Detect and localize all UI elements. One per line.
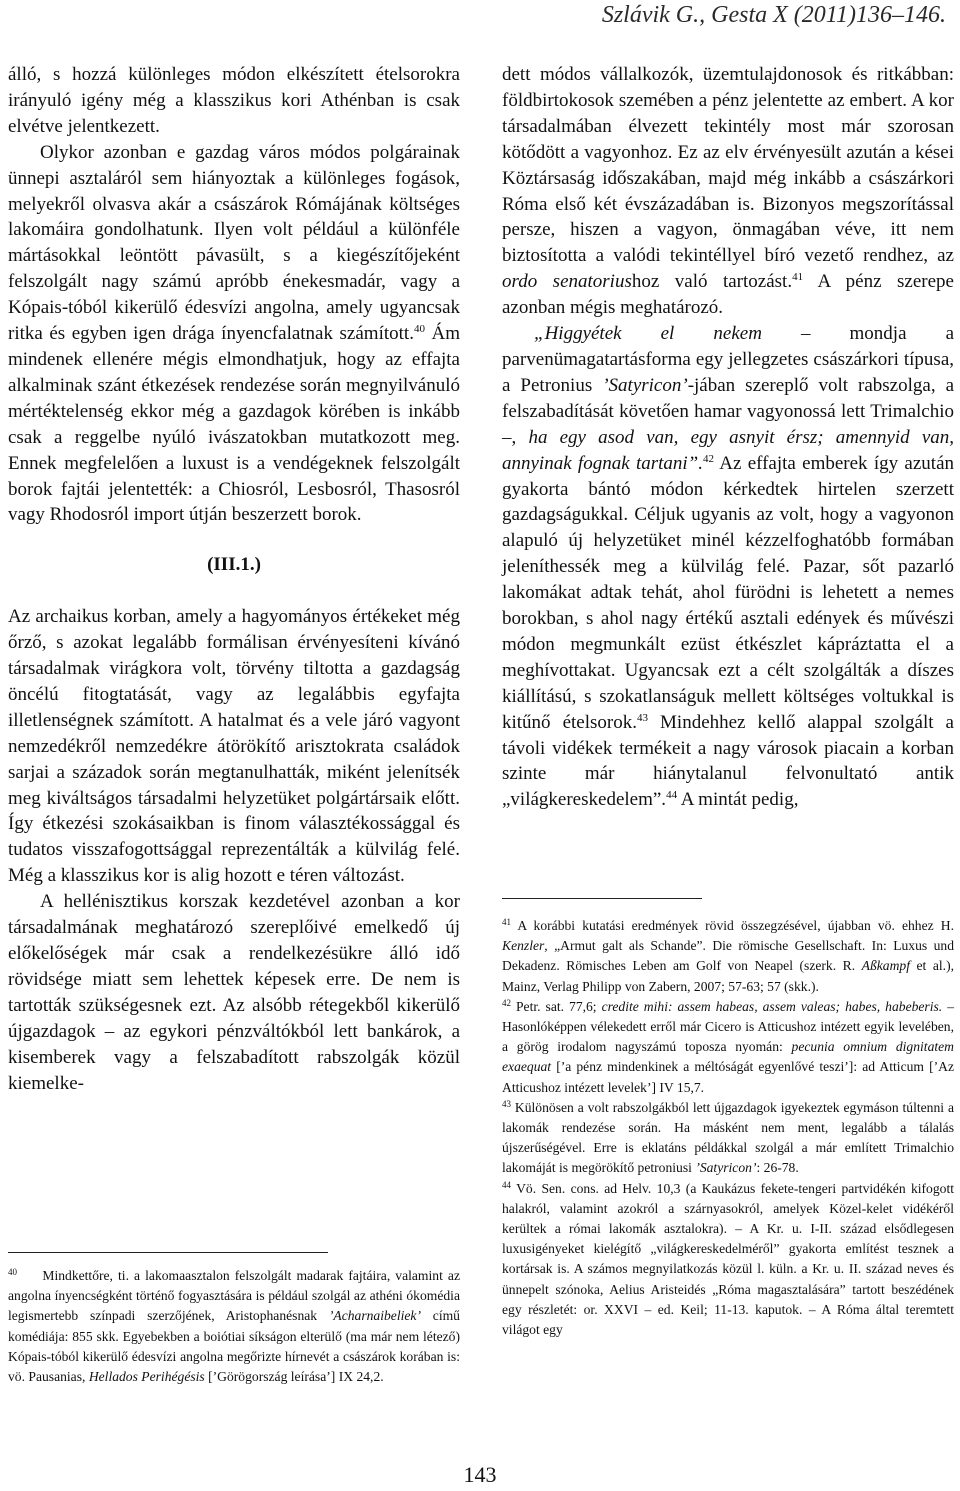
- paragraph: A hellénisztikus korszak kezdetével azonban a kor társadalmának meghatározó szereplőivé emelkedő új előkelőségek már csak a rendelkezésükre álló idő rövidsége miatt sem lehettek képesek erre. De nem is tartották szükségesnek ezt. Az alsóbb rétegekből kikerülő újgazdagok – az egykori pénzváltókból lett bankárok, a kisemberek vagy a felszabadított rabszolgák közül kiemelke-: [8, 891, 460, 1094]
- footnote-ref[interactable]: 41: [792, 271, 804, 284]
- page-number: 143: [463, 1462, 497, 1487]
- right-column: [502, 62, 954, 813]
- footnote-43: $^{43}$ Különösen a volt rabszolgákból lett újgazdagok igyekeztek egymáson túltenni a lakomák rendezése során. Ha másként nem ment, legalább a tálalás újszerűségével. Erre is eklatáns példákkal szolgál a már említett Trimalchio lakomáját is megörökítő petroniusi ’Satyricon’: 26-78.: [502, 1098, 954, 1176]
- footnote-ref[interactable]: 43: [636, 711, 648, 724]
- section-heading: (III.1.): [207, 554, 261, 576]
- footnote-number: 42: [502, 997, 511, 1008]
- footnote-44: $^{44}$ Vö. Sen. cons. ad Helv. 10,3 (a Kaukázus fekete-tengeri partvidékén kifogott halakról, valamint azokról a szárnyasokról, amelyek Közel-kelet vidékéről kerültek a római lakomák asztalokra). – A Kr. u. I-II. század elsődlegesen luxusigényeket kielégítő „világkereskedelméről” gyakorta említést tesznek a kortársak is. A számos megnyilatkozás közül l. küln. a Kr. u. II. század neves és ünnepelt szónoka, Aelius Aristeidés „Róma magasztalására” tartott beszédének egy részletét: or. XXVI – ed. Keil; 11-13. kaputok. – A Róma által teremtett világot egy: [502, 1179, 954, 1338]
- footnote-number: 40: [8, 1267, 17, 1277]
- footnote-separator: [8, 1252, 328, 1253]
- footnote-number: 41: [502, 917, 511, 927]
- footnote-number: 43: [502, 1098, 511, 1109]
- paragraph: „Higgyétek el nekem – mondja a parvenümagatartásforma egy jellegzetes császárkori típusa, a Petronius ’Satyricon’-jában szereplő volt rabszolga, a felszabadítását követően hamar vagyonossá lett Trimalchio –, ha egy asod van, egy asnyit érsz; amennyid van, annyinak fognak tartani”.$^{42}$ Az effajta emberek így azután gyakorta bántó módon kérkedtek hirtelen szerzett gazdagságukkal. Céljuk ugyanis az volt, hogy a vagyonon alapuló új helyzetüket minél kézzelfoghatóbb formában jeleníthessék meg a külvilág felé. Pazar, sőt pazarló lakomákat adtak tehát, ahol fürödni is lehetett a nemes borokban, s ahol nagy értékű asztali edények és művészi módon megmunkált ezüst étkészlet kápráztatta el a meghívottakat. Ugyancsak ezt a célt szolgálták a díszes kiállítású, s szokatlanságuk mellett költséges voltukkal is kitűnő ételsorok.$^{43}$ Mindehhez kellő alappal szolgált a távoli vidékek termékeit a nagy városok piacain a korban szinte már hiánytalanul felvonultató antik „világkereskedelem”.$^{44}$ A mintát pedig,: [502, 323, 955, 811]
- footnote-ref[interactable]: 40: [413, 323, 425, 336]
- paragraph: álló, s hozzá különleges módon elkészített ételsorokra irányuló igény még a klasszikus kori Athénban is csak elvétve jelentkezett.: [8, 64, 460, 137]
- footnote-ref[interactable]: 42: [703, 452, 714, 465]
- footnote-40: $^{40}$ Mindkettőre, ti. a lakomaasztalon felszolgált madarak fajtáira, valamint az angolna ínyencségként történő fogyasztására is például szolgál az athéni ókomédia legismertebb színpadi szerzőjének, Aristophanésnak ’Acharnaibeliek’ című komédiája: 855 skk. Egyebekben a boiótiai síkságon elterülő (ma már nem létező) Kópais-tóból kikerülő édesvízi angolna megőrizte hírnevét a császárok korában is: vö. Pausanias, Hellados Perihégésis [’Görögország leírása’] IX 24,2.: [8, 1267, 460, 1385]
- footnote-number: 44: [502, 1179, 511, 1190]
- running-header: Szlávik G., Gesta X (2011)136–146.: [601, 2, 946, 28]
- paragraph: Olykor azonban e gazdag város módos polgárainak ünnepi asztaláról sem hiányoztak a különleges fogások, melyekről olvasva akár a császárok Rómájának költséges lakomáira gondolhatunk. Ilyen volt például a különféle mártásokkal leöntött pávasült, s a kiegészítőjeként felszolgált nagy számú apróbb énekesmadár, vagy a Kópais-tóból kikerülő édesvízi angolna, amely ugyancsak ritka és egyben igen drága ínyencfalatnak számított.$^{40}$ Ám mindenek ellenére mégis elmondhatjuk, hogy az effajta alkalminak szánt étkezések rendezése során megnyilvánuló mértéktelenség ekkor még a gazdagok körében is inkább csak a reggelbe nyúló ivászatokban mutatkozott meg. Ennek megfelelően a luxust is a vendégeknek felszolgált borok fajtái jelentették: a Chiosról, Lesbosról, Thasosról vagy Rhodosról import útján beszerzett borok.: [8, 141, 461, 526]
- paragraph: dett módos vállalkozók, üzemtulajdonosok és ritkábban: földbirtokosok szemében a pénz jelentette az embert. A kor társadalmában élvezett tekintély most már szorosan kötődött a vagyonhoz. Ez az elv érvényesült azután a kései Köztársaság időszakában, majd még inkább a császárkori Róma első két évszázadában is. Bizonyos megszorítással persze, hiszen a vagyon, önmagában véve, itt nem biztosította a valódi tekintéllyel bíró vezető rendhez, az ordo senatoriushoz való tartozást.$^{41}$ A pénz szerepe azonban mégis meghatározó.: [502, 64, 954, 319]
- footnotes-right: [502, 916, 954, 1340]
- footnote-42: $^{42}$ Petr. sat. 77,6; credite mihi: assem habeas, assem valeas; habes, habeberis. – Hasonlóképpen vélekedett erről már Cicero is Atticushoz intézett egyik levelében, a görög irodalom nagyszámú toposza nyomán: pecunia omnium dignitatem exaequat [’a pénz mindenkinek a méltóságát egyenlővé teszi’]: ad Atticum [’Az Atticushoz intézett levelek’] IV 15,7.: [502, 997, 954, 1095]
- left-column: [8, 62, 460, 1096]
- paragraph: Az archaikus korban, amely a hagyományos értékeket még őrző, s azokat legalább formálisan érvényesíteni kívánó társadalmak virágkora volt, törvény tiltotta a gazdagság öncélú fitogtatását, vagy az legalábbis egyfajta illetlenségnek számított. A hatalmat és a vele járó vagyont nemzedékről nemzedékre átörökítő arisztokrata családok sarjai a századok során megtanulhatták, miként jelenítsék meg kiváltságos társadalmi helyzetüket polgártársaik előtt. Így étkezési szokásaikban is finom választékossággal és tudatos visszafogottsággal reprezentálták a külvilág felé. Még a klasszikus kor is alig hozott e téren változást.: [8, 606, 460, 887]
- footnote-ref[interactable]: 44: [666, 789, 678, 802]
- footnote-41: $^{41}$ A korábbi kutatási eredmények rövid összegzésével, újabban vö. ehhez H. Kenzler, „Armut galt als Schande”. Die römische Gesellschaft. In: Luxus und Dekadenz. Römisches Leben am Golf von Neapel (szerk. R. Aßkampf et al.), Mainz, Verlag Philipp von Zabern, 2007; 57-63; 57 (skk.).: [502, 917, 954, 994]
- footnotes-left: [8, 1266, 460, 1387]
- footnote-separator: [502, 898, 702, 899]
